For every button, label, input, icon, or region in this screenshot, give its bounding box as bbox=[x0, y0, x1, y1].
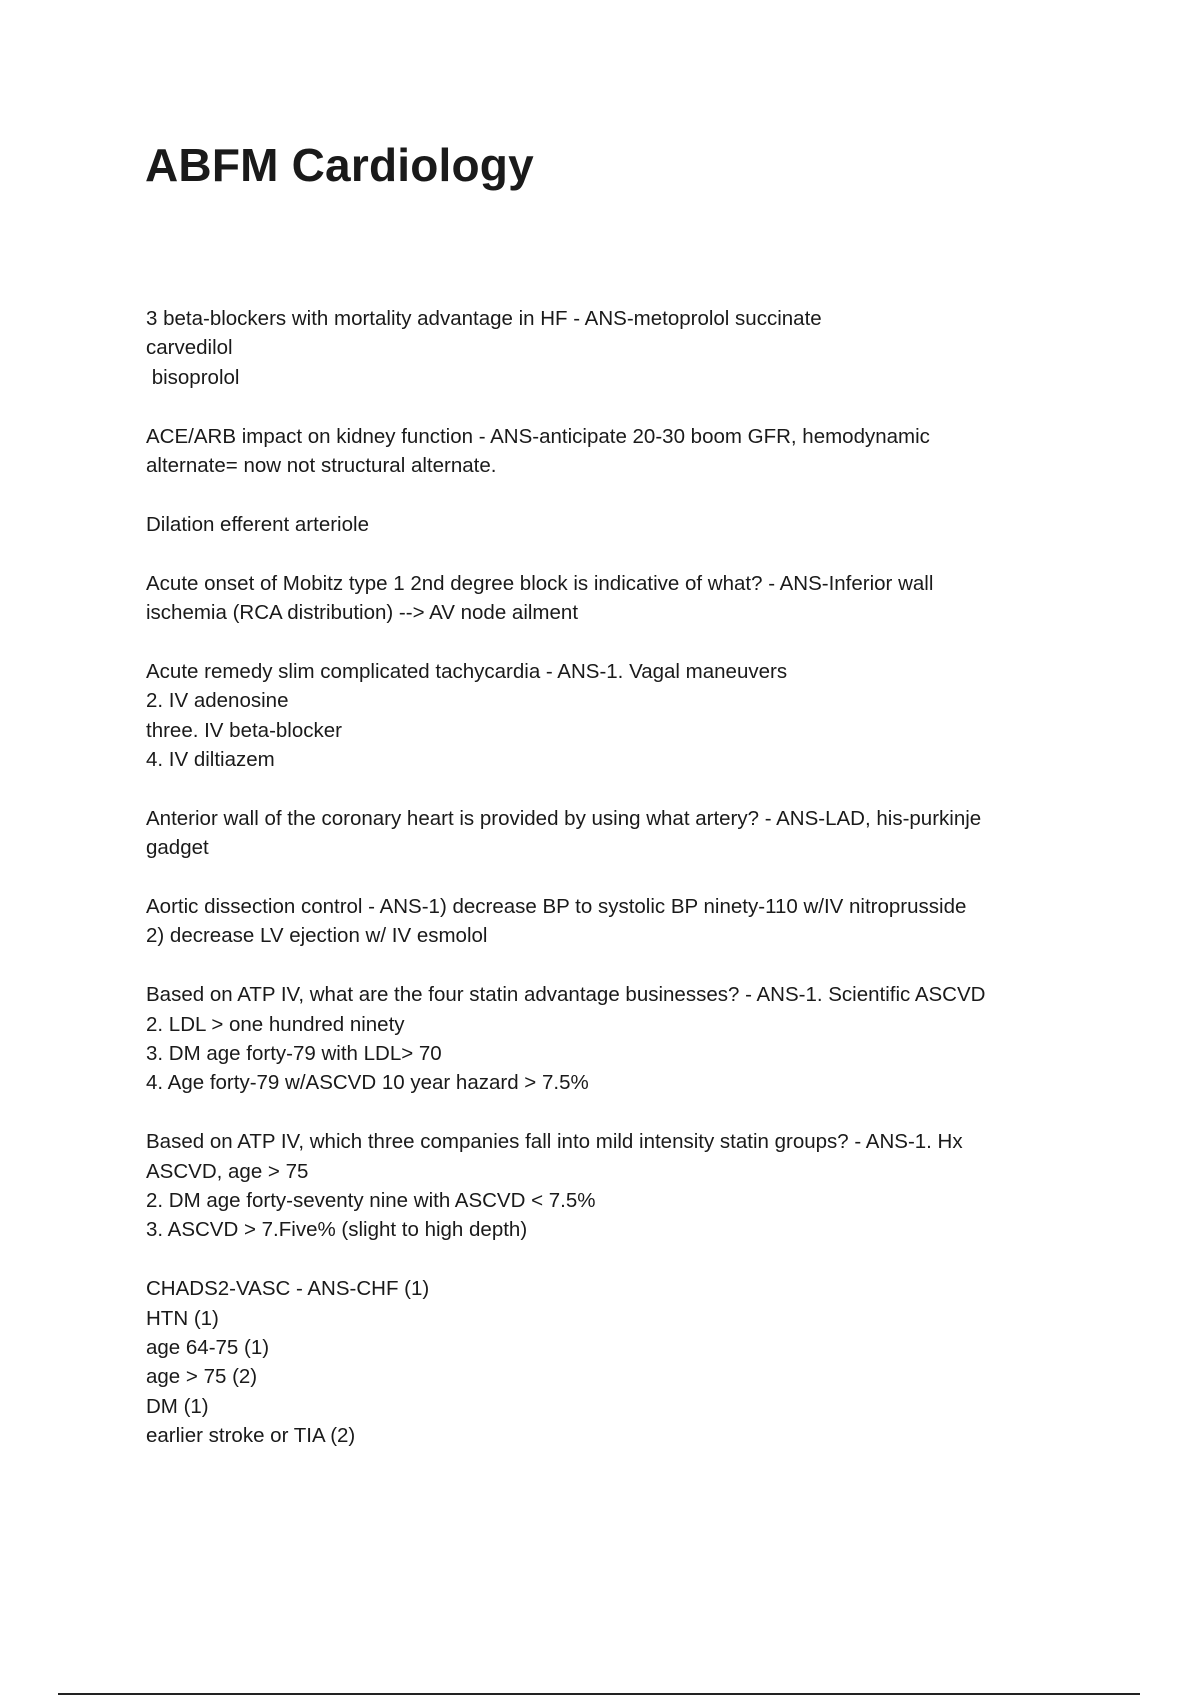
qa-entry bbox=[146, 510, 1076, 539]
qa-line: alternate= now not structural alternate. bbox=[146, 454, 497, 478]
qa-line: 2) decrease LV ejection w/ IV esmolol bbox=[146, 924, 488, 948]
qa-entry bbox=[146, 892, 1076, 951]
qa-line: three. IV beta-blocker bbox=[146, 718, 342, 742]
qa-line: 4. Age forty-79 w/ASCVD 10 year hazard > 7.5% bbox=[146, 1071, 589, 1095]
qa-entry bbox=[146, 304, 1076, 392]
qa-entry bbox=[146, 657, 1076, 775]
footer-divider bbox=[58, 1693, 1140, 1695]
qa-line: gadget bbox=[146, 836, 209, 860]
qa-entry bbox=[146, 804, 1076, 863]
qa-line: 2. IV adenosine bbox=[146, 689, 289, 713]
qa-line: bisoprolol bbox=[146, 365, 240, 389]
qa-line: Based on ATP IV, which three companies fall into mild intensity statin groups? - ANS-1. Hx bbox=[146, 1130, 963, 1154]
qa-line: Anterior wall of the coronary heart is provided by using what artery? - ANS-LAD, his-purkinje bbox=[146, 806, 982, 830]
qa-line: ischemia (RCA distribution) --> AV node ailment bbox=[146, 601, 579, 625]
qa-entry bbox=[146, 1274, 1076, 1450]
qa-line: ASCVD, age > 75 bbox=[146, 1159, 309, 1183]
qa-line: ACE/ARB impact on kidney function - ANS-anticipate 20-30 boom GFR, hemodynamic bbox=[146, 424, 930, 448]
qa-line: carvedilol bbox=[146, 336, 233, 360]
qa-line: DM (1) bbox=[146, 1394, 209, 1418]
qa-line: 2. LDL > one hundred ninety bbox=[146, 1012, 405, 1036]
qa-entry bbox=[146, 569, 1076, 628]
qa-line: Acute onset of Mobitz type 1 2nd degree block is indicative of what? - ANS-Inferior wall bbox=[146, 571, 934, 595]
qa-line: 3. DM age forty-79 with LDL> 70 bbox=[146, 1042, 442, 1066]
qa-line: HTN (1) bbox=[146, 1306, 219, 1330]
qa-line: Based on ATP IV, what are the four statin advantage businesses? - ANS-1. Scientific ASCVD bbox=[146, 983, 986, 1007]
qa-line: 3. ASCVD > 7.Five% (slight to high depth) bbox=[146, 1218, 528, 1242]
qa-list bbox=[146, 304, 1076, 1480]
qa-line: Dilation efferent arteriole bbox=[146, 512, 369, 536]
qa-line: earlier stroke or TIA (2) bbox=[146, 1424, 356, 1448]
qa-line: 4. IV diltiazem bbox=[146, 748, 275, 772]
qa-line: CHADS2-VASC - ANS-CHF (1) bbox=[146, 1277, 430, 1301]
qa-entry bbox=[146, 422, 1076, 481]
qa-entry bbox=[146, 1127, 1076, 1245]
page-title: ABFM Cardiology bbox=[145, 139, 534, 191]
qa-line: 2. DM age forty-seventy nine with ASCVD < 7.5% bbox=[146, 1189, 596, 1213]
qa-line: age > 75 (2) bbox=[146, 1365, 258, 1389]
qa-line: 3 beta-blockers with mortality advantage in HF - ANS-metoprolol succinate bbox=[146, 307, 822, 330]
qa-line: Aortic dissection control - ANS-1) decrease BP to systolic BP ninety-110 w/IV nitroprusside bbox=[146, 895, 967, 919]
qa-entry bbox=[146, 980, 1076, 1098]
qa-line: Acute remedy slim complicated tachycardia - ANS-1. Vagal maneuvers bbox=[146, 659, 788, 683]
qa-line: age 64-75 (1) bbox=[146, 1336, 270, 1360]
